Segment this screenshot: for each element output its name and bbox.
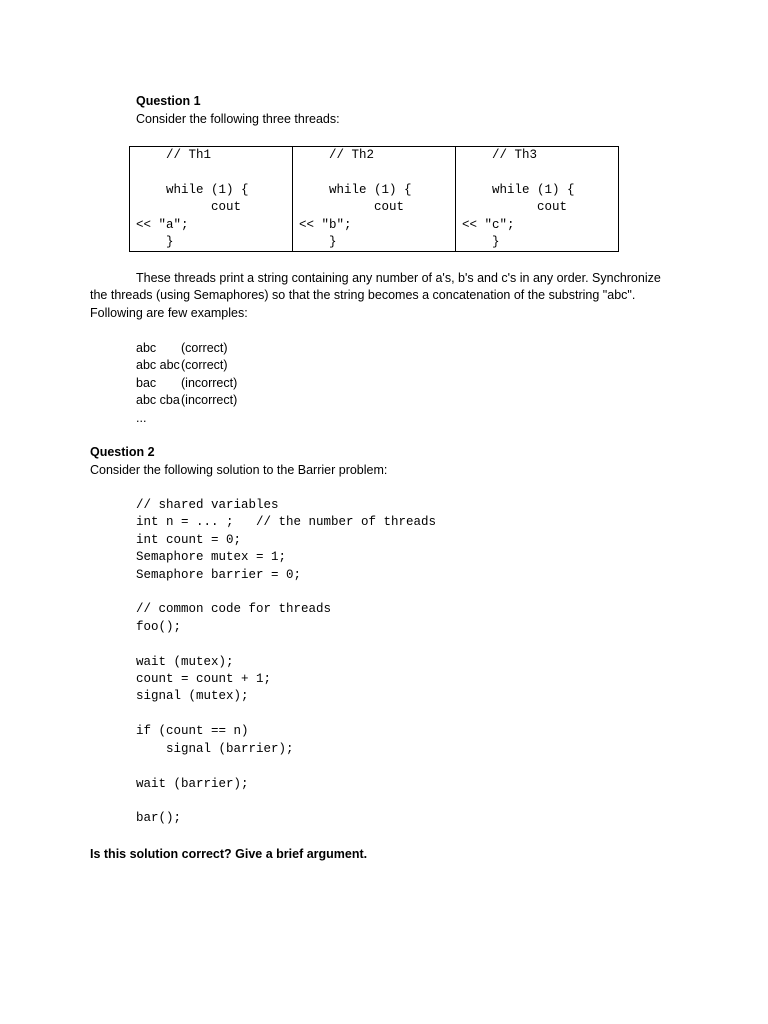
example-text: ... [136, 410, 147, 425]
question-2-title: Question 2 [90, 445, 155, 459]
question-1-intro: Consider the following three threads: [136, 112, 340, 126]
example-verdict: (correct) [181, 358, 228, 373]
threads-table-row [130, 147, 619, 252]
list-item [136, 357, 237, 374]
list-item [136, 340, 237, 357]
thread-cell-th3 [456, 147, 619, 252]
example-verdict: (incorrect) [181, 393, 238, 408]
thread-cell-th2 [293, 147, 456, 252]
list-item [136, 392, 237, 409]
question-2-prompt: Is this solution correct? Give a brief argument. [90, 847, 368, 861]
question-1-title: Question 1 [136, 94, 201, 108]
example-verdict: (correct) [181, 341, 228, 355]
question-1-description: These threads print a string containing any number of a's, b's and c's in any order. Synchronize the threads (using Semaphores) so that the string becomes a concatenation of the substring "abc". Following are few examples: [90, 271, 661, 320]
thread-code-th1: // Th1 while (1) { cout << "a"; } [136, 148, 249, 250]
examples-list [136, 340, 237, 427]
list-item [136, 375, 237, 392]
barrier-code-block: // shared variables int n = ... ; // the number of threads int count = 0; Semaphore mutex = 1; Semaphore barrier = 0; // common code for threads foo(); wait (mutex); count = count + 1; signal (mutex); if (count == n) signal (barrier); wait (barrier); bar(); [136, 498, 437, 826]
threads-table [129, 146, 619, 252]
thread-cell-th1 [130, 147, 293, 252]
example-text: abc [136, 341, 157, 355]
question-2-intro: Consider the following solution to the Barrier problem: [90, 463, 388, 477]
example-text: abc abc [136, 358, 180, 373]
thread-code-th3: // Th3 while (1) { cout << "c"; } [462, 148, 575, 250]
list-item [136, 410, 237, 427]
example-text: abc cba [136, 393, 180, 408]
thread-code-th2: // Th2 while (1) { cout << "b"; } [299, 148, 412, 250]
example-text: bac [136, 375, 157, 390]
example-verdict: (incorrect) [181, 375, 238, 390]
